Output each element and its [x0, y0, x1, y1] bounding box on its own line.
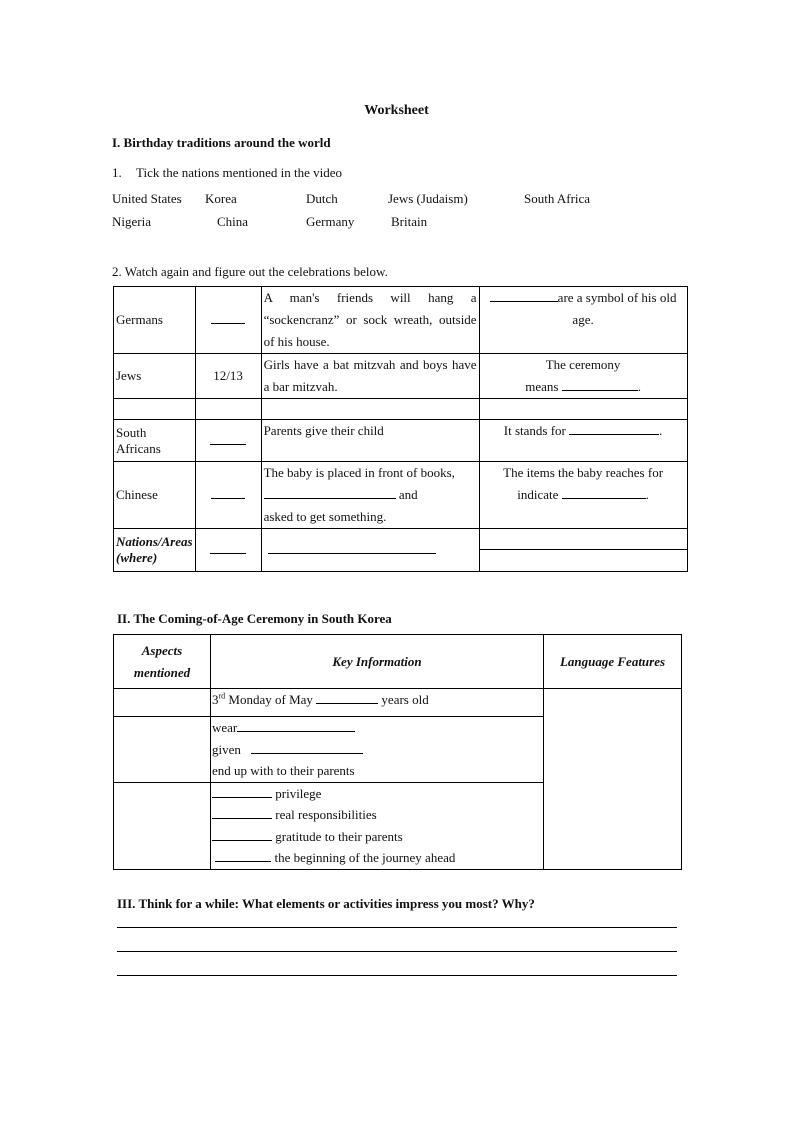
answer-line[interactable] — [117, 927, 677, 928]
answer-line[interactable] — [117, 951, 677, 952]
meaning-blank[interactable] — [479, 529, 687, 572]
aspect-blank[interactable] — [114, 689, 211, 717]
answer-blank[interactable] — [490, 287, 558, 302]
language-features-blank[interactable] — [544, 689, 682, 870]
answer-blank[interactable] — [251, 739, 363, 754]
worksheet-title: Worksheet — [364, 103, 429, 118]
empty-cell — [114, 399, 196, 420]
question-1-number: 1. — [112, 165, 122, 180]
answer-blank[interactable] — [212, 804, 272, 819]
question-1-text: Tick the nations mentioned in the video — [136, 165, 343, 180]
meaning-cell: The items the baby reaches for indicate . — [479, 462, 687, 529]
answer-blank[interactable] — [212, 826, 272, 841]
nation-option[interactable]: Korea — [205, 191, 237, 206]
table-row — [114, 420, 688, 462]
answer-blank[interactable] — [215, 847, 271, 862]
celebration-description: The baby is placed in front of books, and asked to get something. — [261, 462, 479, 529]
header-aspects: Aspects mentioned — [114, 635, 211, 689]
description-blank[interactable] — [261, 529, 479, 572]
answer-blank[interactable] — [237, 717, 355, 732]
question-2-text: 2. Watch again and figure out the celebrations below. — [112, 264, 388, 279]
header-key-information: Key Information — [211, 635, 544, 689]
header-language-features: Language Features — [544, 635, 682, 689]
table-row — [114, 399, 688, 420]
nation-option[interactable]: China — [217, 214, 249, 229]
coming-of-age-table — [113, 634, 682, 870]
nation-option[interactable]: Dutch — [306, 191, 338, 206]
aspect-blank[interactable] — [114, 782, 211, 869]
section-2-heading: II. The Coming-of-Age Ceremony in South Korea — [117, 611, 392, 626]
answer-blank[interactable] — [264, 484, 396, 499]
nation-option[interactable]: Nigeria — [112, 214, 151, 229]
meaning-cell: It stands for . — [479, 420, 687, 462]
celebration-description: Girls have a bat mitzvah and boys have a bar mitzvah. — [261, 354, 479, 399]
nation-option[interactable]: Jews (Judaism) — [388, 191, 468, 206]
nations-areas-label: Nations/Areas (where) — [114, 529, 196, 572]
nation-option[interactable]: Britain — [391, 214, 428, 229]
answer-blank[interactable] — [562, 484, 646, 499]
answer-blank[interactable] — [212, 783, 272, 798]
answer-line[interactable] — [117, 975, 677, 976]
empty-cell — [479, 399, 687, 420]
meaning-cell: are a symbol of his old age. — [479, 287, 687, 354]
answer-blank[interactable] — [569, 420, 659, 435]
answer-blank[interactable] — [562, 376, 638, 391]
key-info-cell: privilege real responsibilities gratitude to their parents the beginning of the journey ahead — [211, 782, 544, 869]
nation-option[interactable]: Germany — [306, 214, 355, 229]
table-row — [114, 635, 682, 689]
nation-option[interactable]: South Africa — [524, 191, 591, 206]
celebration-description: Parents give their child — [261, 420, 479, 462]
age-blank[interactable] — [195, 462, 261, 529]
age-blank[interactable] — [195, 420, 261, 462]
table-row — [114, 689, 682, 717]
aspect-blank[interactable] — [114, 717, 211, 783]
age-blank[interactable] — [195, 287, 261, 354]
key-info-cell: wear given end up with to their parents — [211, 717, 544, 783]
section-1-heading: I. Birthday traditions around the world — [112, 135, 331, 150]
meaning-cell: The ceremony means . — [479, 354, 687, 399]
age-value: 12/13 — [195, 354, 261, 399]
nation-cell: Chinese — [114, 462, 196, 529]
section-3-heading: III. Think for a while: What elements or activities impress you most? Why? — [117, 896, 535, 911]
table-row — [114, 354, 688, 399]
nation-cell: Jews — [114, 354, 196, 399]
table-row — [114, 287, 688, 354]
age-blank[interactable] — [195, 529, 261, 572]
nation-cell: Germans — [114, 287, 196, 354]
celebrations-table — [113, 286, 688, 572]
table-row — [114, 529, 688, 572]
nation-option[interactable]: United States — [112, 191, 182, 206]
answer-blank[interactable] — [316, 689, 378, 704]
celebration-description: A man's friends will hang a “sockencranz” or sock wreath, outside of his house. — [261, 287, 479, 354]
table-row — [114, 462, 688, 529]
empty-cell — [261, 399, 479, 420]
nation-cell: South Africans — [114, 420, 196, 462]
key-info-cell: 3rd Monday of May years old — [211, 689, 544, 717]
empty-cell — [195, 399, 261, 420]
